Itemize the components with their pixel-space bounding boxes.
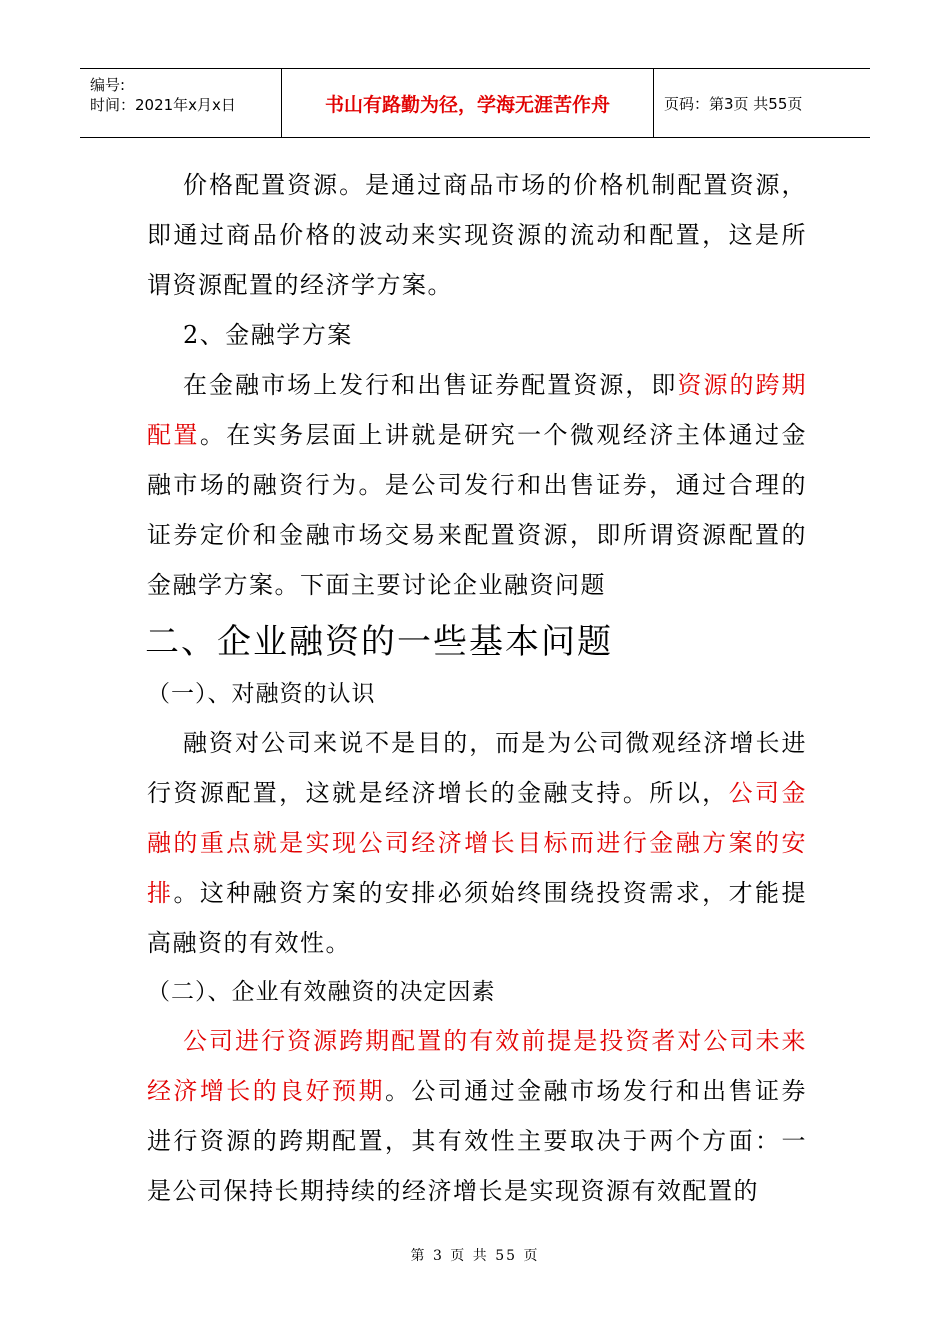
paragraph-4 xyxy=(147,1016,807,1216)
paragraph-4-text-b: 。公司通过金融市场发行和出售证券进行资源的跨期配置，其有效性主要取决于两个方面：一是公司保持长期持续的经济增长是实现资源有效配置的 xyxy=(147,1077,807,1205)
header-motto: 书山有路勤为径，学海无涯苦作舟 xyxy=(282,69,654,137)
section-heading: 二、企业融资的一些基本问题 xyxy=(145,622,613,662)
time-label: 时间：2021年x月x日 xyxy=(90,96,236,114)
paragraph-2 xyxy=(147,360,807,610)
paragraph-3-highlight: 公司金融的重点就是实现公司经济增长目标而进行金融方案的安排 xyxy=(147,779,807,907)
subsection-1-title: （一）、对融资的认识 xyxy=(147,681,376,707)
paragraph-2-text-b: 。在实务层面上讲就是研究一个微观经济主体通过金融市场的融资行为。是公司发行和出售证券，通过合理的证券定价和金融市场交易来配置资源，即所谓资源配置的金融学方案。下面主要讨论企业融资问题 xyxy=(147,421,807,599)
document-body xyxy=(147,160,807,1216)
header-page-info: 页码：第3页 共55页 xyxy=(664,94,803,113)
paragraph-3-text-b: 。这种融资方案的安排必须始终围绕投资需求，才能提高融资的有效性。 xyxy=(147,879,807,957)
paragraph-2-highlight: 资源的跨期配置 xyxy=(147,371,808,449)
header-meta xyxy=(80,69,282,137)
number-label: 编号: xyxy=(90,76,126,94)
paragraph-2-text-a: 在金融市场上发行和出售证券配置资源，即 xyxy=(183,371,678,399)
paragraph-3 xyxy=(147,718,807,968)
item-2-title: 2、金融学方案 xyxy=(183,321,353,349)
subsection-2-title: （二）、企业有效融资的决定因素 xyxy=(147,979,496,1005)
paragraph-3-text-a: 融资对公司来说不是目的，而是为公司微观经济增长进行资源配置，这就是经济增长的金融支持。所以， xyxy=(147,729,807,807)
document-header xyxy=(80,68,870,138)
paragraph-4-highlight: 公司进行资源跨期配置的有效前提是投资者对公司未来经济增长的良好预期 xyxy=(147,1027,807,1105)
page-footer: 第 3 页 共 55 页 xyxy=(410,1248,540,1264)
paragraph-1: 价格配置资源。是通过商品市场的价格机制配置资源，即通过商品价格的波动来实现资源的流动和配置，这是所谓资源配置的经济学方案。 xyxy=(147,171,807,299)
